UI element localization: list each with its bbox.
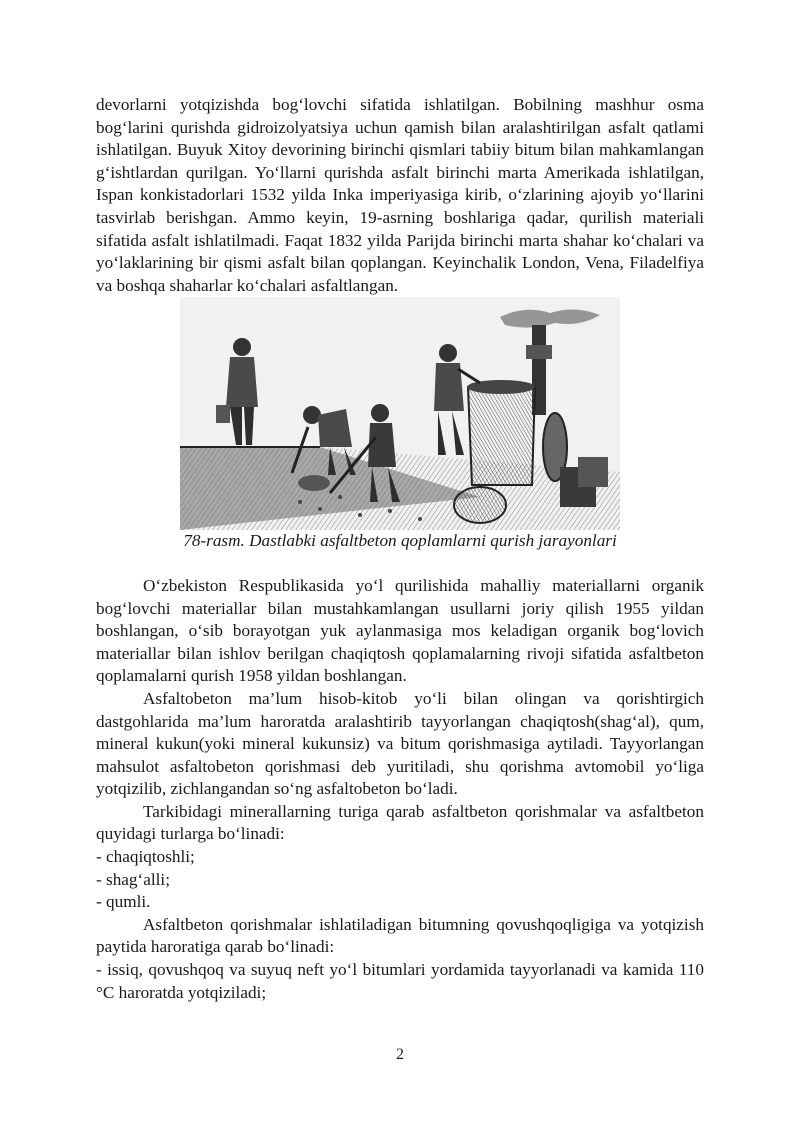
paragraph-definition: Asfaltobeton ma’lum hisob-kitob yo‘li bilan olingan va qorishtirgich dastgohlarida ma’lum haroratda aralashtirib tayyorlangan chaqiqtosh(shag‘al), qum, mineral kukun(yoki mineral kukunsiz) va bitum qorishmasiga aytiladi. Tayyorlangan mahsulot asfaltobeton qorishmasi deb yuritiladi, shu qorishma avtomobil yo‘liga yotqizilib, zichlangandan so‘ng asfaltobeton bo‘ladi. bbox=[96, 688, 704, 799]
paragraph-intro: devorlarni yotqizishda bog‘lovchi sifatida ishlatilgan. Bobilning mashhur osma bog‘larini qurishda gidroizolyatsiya uchun qamish bilan aralashtirilgan asfalt qatlami ishlatilgan. Buyuk Xitoy devorining birinchi qismlari tabiiy bitum bilan mahkamlangan g‘ishtlardan qurilgan. Yo‘llarni qurishda asfalt birinchi marta Amerikada ishlatilgan, Ispan konkistadorlari 1532 yilda Inka imperiyasiga kirib, o‘zlarining ajoyib yo‘llarini tasvirlab berishgan. Ammo keyin, 19-asrning boshlariga qadar, qurilish materiali sifatida asfalt ishlatilmadi. Faqat 1832 yilda Parijda birinchi marta shahar ko‘chalari va yo‘laklarining bir qismi asfalt bilan qoplangan. Keyinchalik London, Vena, Filadelfiya va boshqa shaharlar ko‘chalari asfaltlangan. bbox=[96, 95, 704, 295]
list-item: - shag‘alli; bbox=[96, 869, 170, 889]
figure-caption: 78-rasm. Dastlabki asfaltbeton qoplamlarni qurish jarayonlari bbox=[183, 531, 617, 551]
engraving-illustration bbox=[180, 297, 620, 530]
spacer bbox=[96, 553, 704, 575]
document-page bbox=[96, 94, 704, 1004]
list-item: - chaqiqtoshli; bbox=[96, 847, 195, 867]
paragraph-uzbekistan: O‘zbekiston Respublikasida yo‘l qurilishida mahalliy materiallarni organik bog‘lovchi materiallar bilan mustahkamlangan usullarni joriy qilish 1955 yildan boshlangan, o‘sib borayotgan yuk aylanmasiga mos keladigan organik bog‘lovich materiallar bilan ishlov berilgan chaqiqtosh qoplamalarning rivoji sifatida asfaltbeton qoplamalarni qurish 1958 yildan boshlangan. bbox=[96, 575, 704, 686]
paragraph-bitumen: Asfaltbeton qorishmalar ishlatiladigan bitumning qovushqoqligiga va yotqizish paytida haroratiga qarab bo‘linadi: bbox=[96, 914, 704, 957]
list-item: - qumli. bbox=[96, 892, 151, 912]
page-number: 2 bbox=[396, 1046, 404, 1063]
figure-engraving bbox=[96, 297, 704, 530]
list-item: - issiq, qovushqoq va suyuq neft yo‘l bitumlari yordamida tayyorlanadi va kamida 110 °C haroratda yotqiziladi; bbox=[96, 960, 704, 1002]
paragraph-types-intro: Tarkibidagi minerallarning turiga qarab asfaltbeton qorishmalar va asfaltbeton quyidagi turlarga bo‘linadi: bbox=[96, 801, 704, 844]
